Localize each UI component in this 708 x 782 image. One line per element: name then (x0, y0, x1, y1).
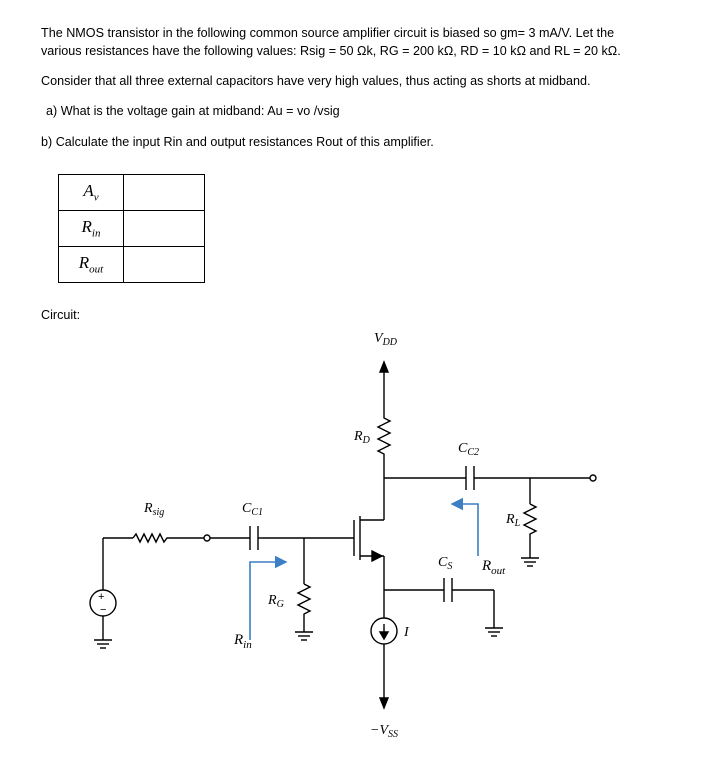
vdd-label: $V_{DD}$ (374, 331, 398, 348)
rg-resistor (298, 584, 310, 632)
vdd-arrow (380, 362, 388, 372)
vss-arrow (380, 698, 388, 708)
source-minus-sign: − (100, 604, 107, 616)
rin-circuit-label: $R_{in}$ (234, 632, 252, 651)
rsig-resistor (133, 534, 204, 542)
rout-circuit-label: $R_{out}$ (482, 558, 506, 577)
cc2-label: $C_{C2}$ (458, 441, 480, 458)
vss-label: $-V_{SS}$ (370, 723, 398, 740)
cc1-label: $C_{C1}$ (242, 501, 264, 518)
output-terminal (590, 475, 596, 481)
question-b: b) Calculate the input Rin and output resistances Rout of this amplifier. (41, 135, 434, 149)
circuit-label: Circuit: (41, 308, 81, 322)
rout-label: $R_{out}$ (59, 247, 124, 283)
problem-line-1a: The NMOS transistor in the following common source amplifier circuit is biased so gm= 3 mA/V. Let the (41, 26, 615, 40)
current-label: I (404, 625, 409, 640)
av-label: $A_v$ (59, 175, 124, 211)
rd-resistor (378, 414, 390, 460)
rd-label: $R_D$ (354, 429, 370, 446)
rsig-label: $R_{sig}$ (144, 501, 165, 518)
rin-label: $R_{in}$ (59, 211, 124, 247)
rg-label: $R_G$ (268, 593, 284, 610)
input-terminal (204, 535, 210, 541)
cs-label: $C_S$ (438, 555, 453, 572)
problem-line-2: Consider that all three external capacitors have very high values, thus acting as shorts at midband. (41, 74, 591, 88)
rl-resistor (524, 504, 536, 558)
source-plus-sign: + (98, 591, 105, 603)
problem-line-1b: various resistances have the following values: Rsig = 50 Ωk, RG = 200 kΩ, RD = 10 kΩ and RL = 20 kΩ. (41, 44, 621, 58)
current-source-arrowhead (380, 632, 388, 639)
rl-label: $R_L$ (506, 512, 521, 529)
question-a: a) What is the voltage gain at midband: Au = vo /vsig (46, 104, 340, 118)
mosfet-arrow (372, 551, 382, 561)
rout-arrow (452, 504, 478, 556)
